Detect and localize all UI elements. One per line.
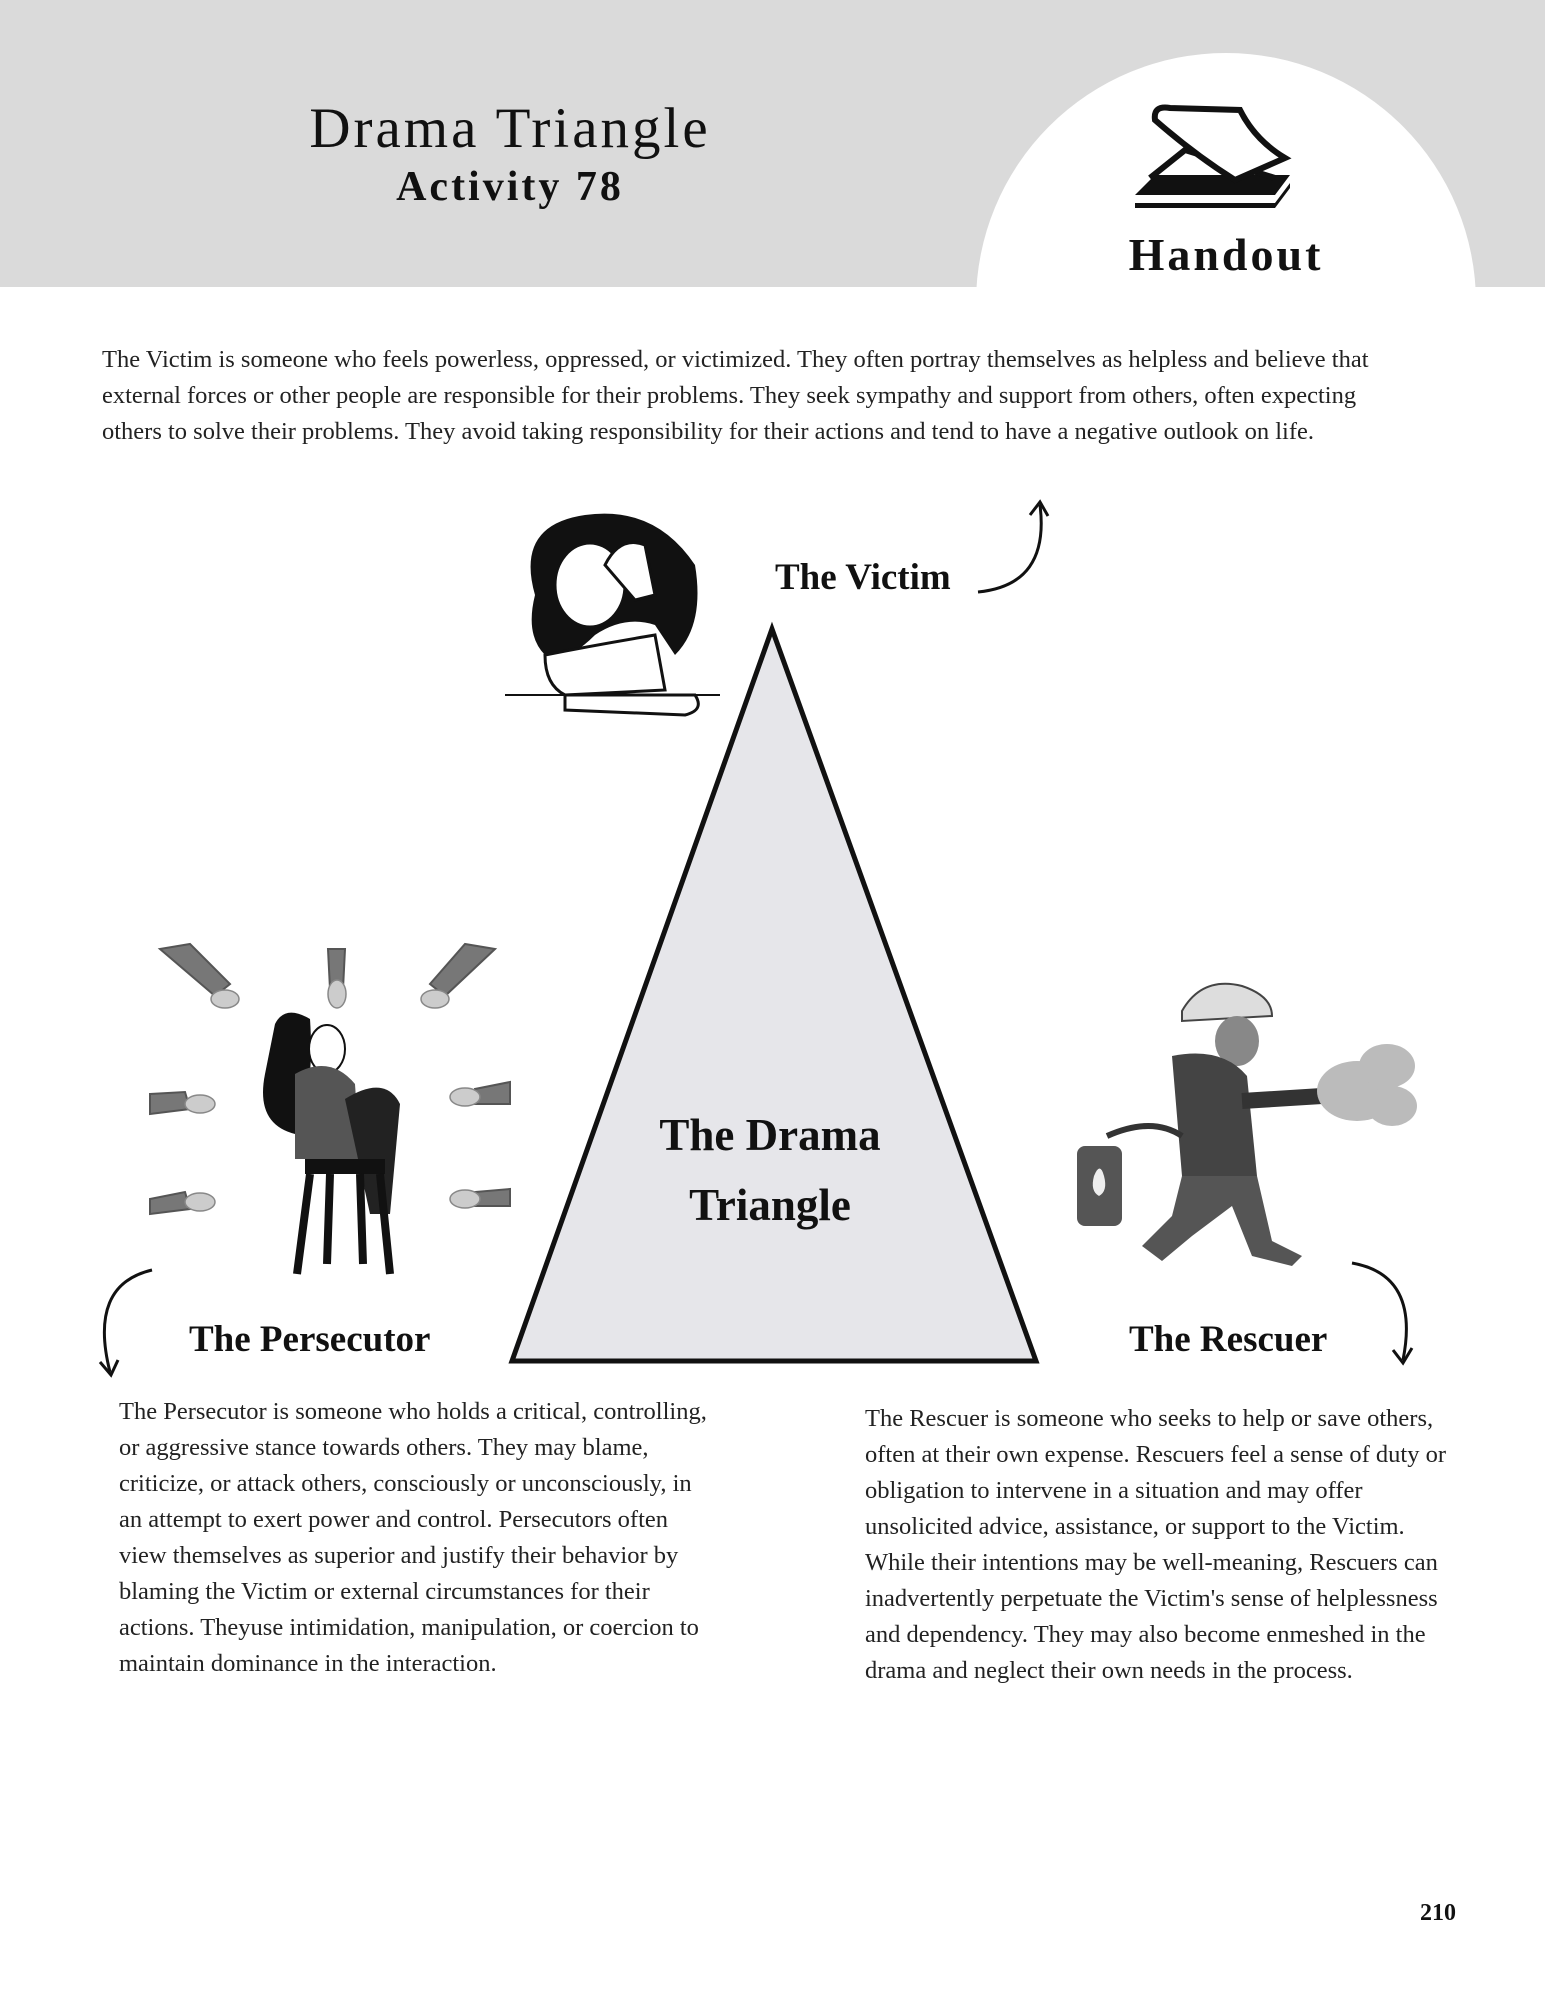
page-number: 210 [1420, 1900, 1456, 1926]
victim-illustration [505, 505, 725, 745]
victim-label: The Victim [775, 557, 951, 598]
victim-description: The Victim is someone who feels powerless, oppressed, or victimized. They often portray themselves as helpless and believe that external forces or other people are responsible for their problems. They seek sympathy and support from others, often expecting others to solve their problems. They avoid taking responsibility for their actions and tend to have a negative outlook on life. [102, 346, 1369, 445]
rescuer-label: The Rescuer [1129, 1319, 1328, 1360]
triangle-title-line2: Triangle [689, 1180, 851, 1230]
triangle-title-line1: The Drama [659, 1110, 881, 1160]
persecutor-label: The Persecutor [189, 1319, 431, 1360]
persecutor-illustration [145, 944, 515, 1279]
handout-label: Handout [1128, 229, 1324, 280]
triangle-title [600, 1100, 940, 1240]
rescuer-illustration [1072, 976, 1427, 1291]
page-title: Drama Triangle [309, 97, 711, 160]
activity-number: Activity 78 [396, 164, 624, 210]
persecutor-description: The Persecutor is someone who holds a critical, controlling, or aggressive stance towards others. They may blame, criticize, or attack others, consciously or unconsciously, in an attempt to exert power and control. Persecutors often view themselves as superior and justify their behavior by blaming the Victim or external circumstances for their actions. Theyuse intimidation, manipulation, or coercion to maintain dominance in the interaction. [119, 1398, 707, 1677]
rescuer-description: The Rescuer is someone who seeks to help or save others, often at their own expense. Rescuers feel a sense of duty or obligation to intervene in a situation and may offer unsolicited advice, assistance, or support to the Victim. While their intentions may be well-meaning, Rescuers can inadvertently perpetuate the Victim's sense of helplessness and dependency. They may also become enmeshed in the drama and neglect their own needs in the process. [865, 1405, 1446, 1684]
